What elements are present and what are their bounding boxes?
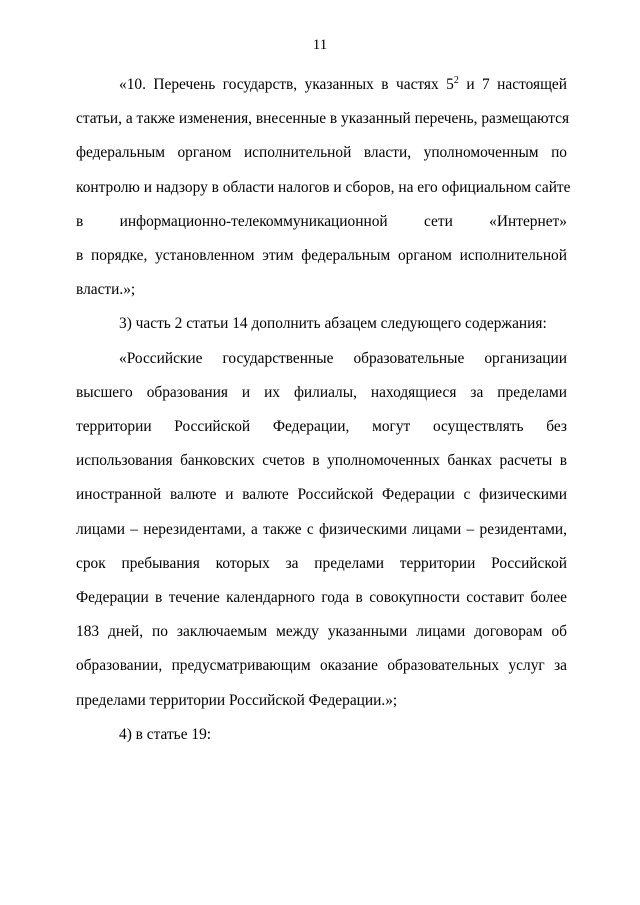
paragraph-item-4 bbox=[76, 718, 567, 752]
text-line: иностранной валюте и валюте Российской Федерации с физическими bbox=[76, 486, 567, 504]
document-body bbox=[76, 68, 571, 752]
text-line: федеральным органом исполнительной власти, уполномоченным по bbox=[76, 144, 567, 162]
text-line: образовании, предусматривающим оказание образовательных услуг за bbox=[76, 657, 567, 675]
text-line: 3) часть 2 статьи 14 дополнить абзацем следующего содержания: bbox=[119, 315, 547, 333]
text-line: территории Российской Федерации, могут осуществлять без bbox=[76, 418, 567, 436]
text-line: высшего образования и их филиалы, находящиеся за пределами bbox=[76, 383, 567, 401]
text-line: 4) в статье 19: bbox=[119, 725, 212, 743]
text-line: пределами территории Российской Федерации.»; bbox=[76, 691, 398, 709]
text-line: «10. Перечень государств, указанных в частях $5^2$ и 7 настоящей bbox=[119, 75, 567, 93]
text-line: лицами – нерезидентами, а также с физическими лицами – резидентами, bbox=[76, 520, 567, 538]
text-line: 183 дней, по заключаемым между указанными лицами договорам об bbox=[76, 623, 567, 641]
text-line: «Российские государственные образовательные организации bbox=[119, 349, 567, 367]
paragraph-item-10 bbox=[76, 68, 571, 307]
text-line: контролю и надзору в области налогов и сборов, на его официальном сайте bbox=[76, 178, 571, 196]
superscript: 2 bbox=[453, 75, 459, 86]
text-line: использования банковских счетов в уполномоченных банках расчеты в bbox=[76, 452, 567, 470]
text-line: в порядке, установленном этим федеральным органом исполнительной bbox=[76, 247, 567, 265]
text-line: власти.»; bbox=[76, 281, 136, 299]
page-number: 11 bbox=[312, 37, 328, 53]
paragraph-russian-organizations bbox=[76, 342, 567, 718]
text-line: статьи, а также изменения, внесенные в указанный перечень, размещаются bbox=[76, 110, 570, 128]
text-line: срок пребывания которых за пределами территории Российской bbox=[76, 554, 567, 572]
paragraph-item-3 bbox=[76, 307, 567, 341]
text-line: в информационно-телекоммуникационной сети «Интернет» bbox=[76, 212, 567, 230]
text-line: Федерации в течение календарного года в совокупности составит более bbox=[76, 589, 567, 607]
